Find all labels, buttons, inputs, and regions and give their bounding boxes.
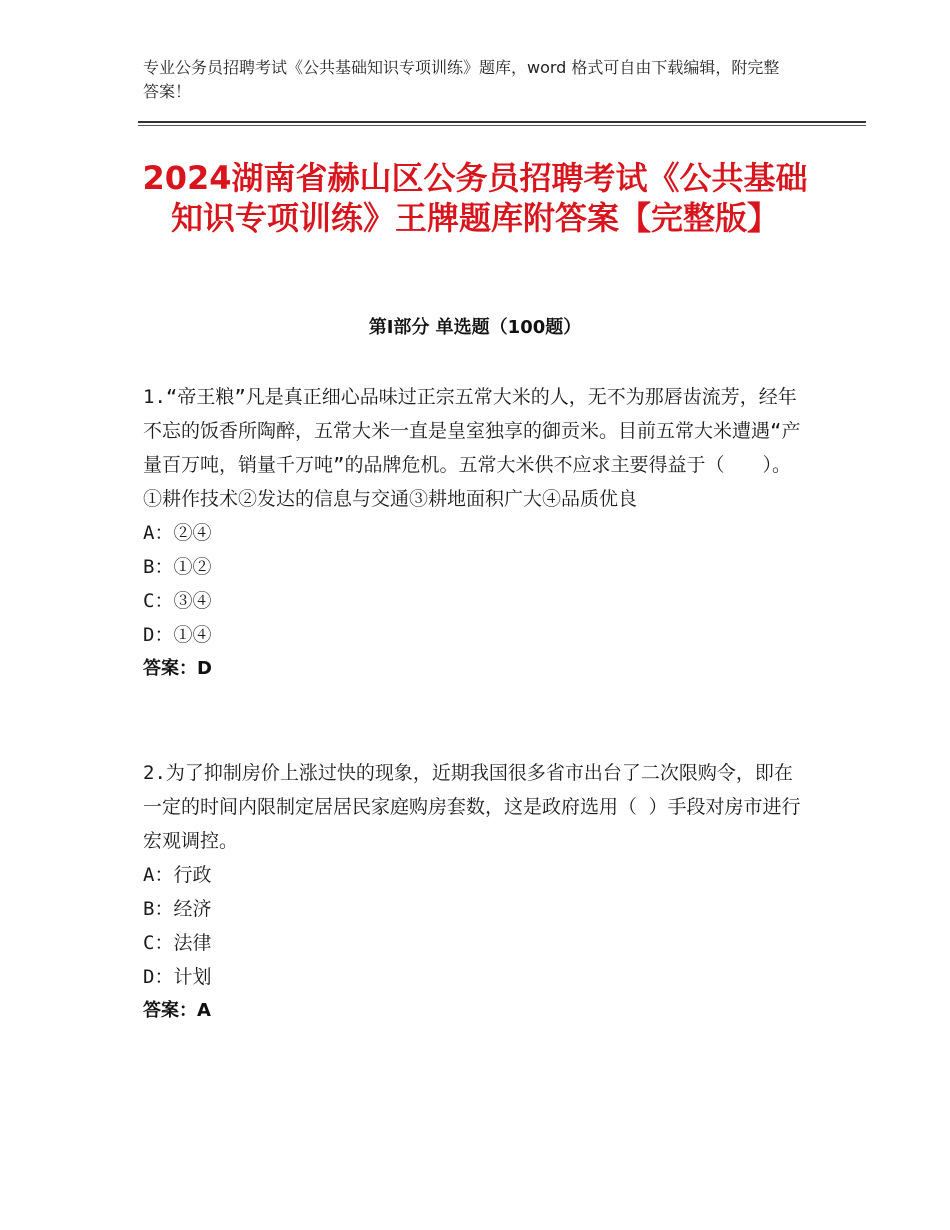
option-a: A：行政 xyxy=(143,864,212,886)
option-d: D：计划 xyxy=(143,966,212,988)
question-1 xyxy=(143,380,803,686)
option-c: C：③④ xyxy=(143,590,212,612)
section-title: 第Ⅰ部分 单选题（100题） xyxy=(368,317,582,338)
header-note: 专业公务员招聘考试《公共基础知识专项训练》题库，word 格式可自由下载编辑，附完整答案！ xyxy=(143,58,780,101)
question-stem: 1.“帝王粮”凡是真正细心品味过正宗五常大米的人，无不为那唇齿流芳，经年不忘的饭香所陶醉，五常大米一直是皇室独享的御贡米。目前五常大米遭遇“产量百万吨，销量千万吨”的品牌危机。五常大米供不应求主要得益于（ ）。①耕作技术②发达的信息与交通③耕地面积广大④品质优良 xyxy=(143,386,801,510)
question-2 xyxy=(143,756,803,1028)
option-b: B：①② xyxy=(143,556,212,578)
option-b: B：经济 xyxy=(143,898,212,920)
question-stem: 2.为了抑制房价上涨过快的现象，近期我国很多省市出台了二次限购令，即在一定的时间内限制定居居民家庭购房套数，这是政府选用（ ）手段对房市进行宏观调控。 xyxy=(143,762,801,852)
header-divider-thin xyxy=(138,125,866,126)
document-title: 2024湖南省赫山区公务员招聘考试《公共基础知识专项训练》王牌题库附答案【完整版】 xyxy=(142,159,808,237)
option-a: A：②④ xyxy=(143,522,212,544)
header-divider-thick xyxy=(138,121,866,123)
option-c: C：法律 xyxy=(143,932,212,954)
answer-label: 答案：A xyxy=(143,1000,211,1021)
option-d: D：①④ xyxy=(143,624,212,646)
answer-label: 答案：D xyxy=(143,658,212,679)
